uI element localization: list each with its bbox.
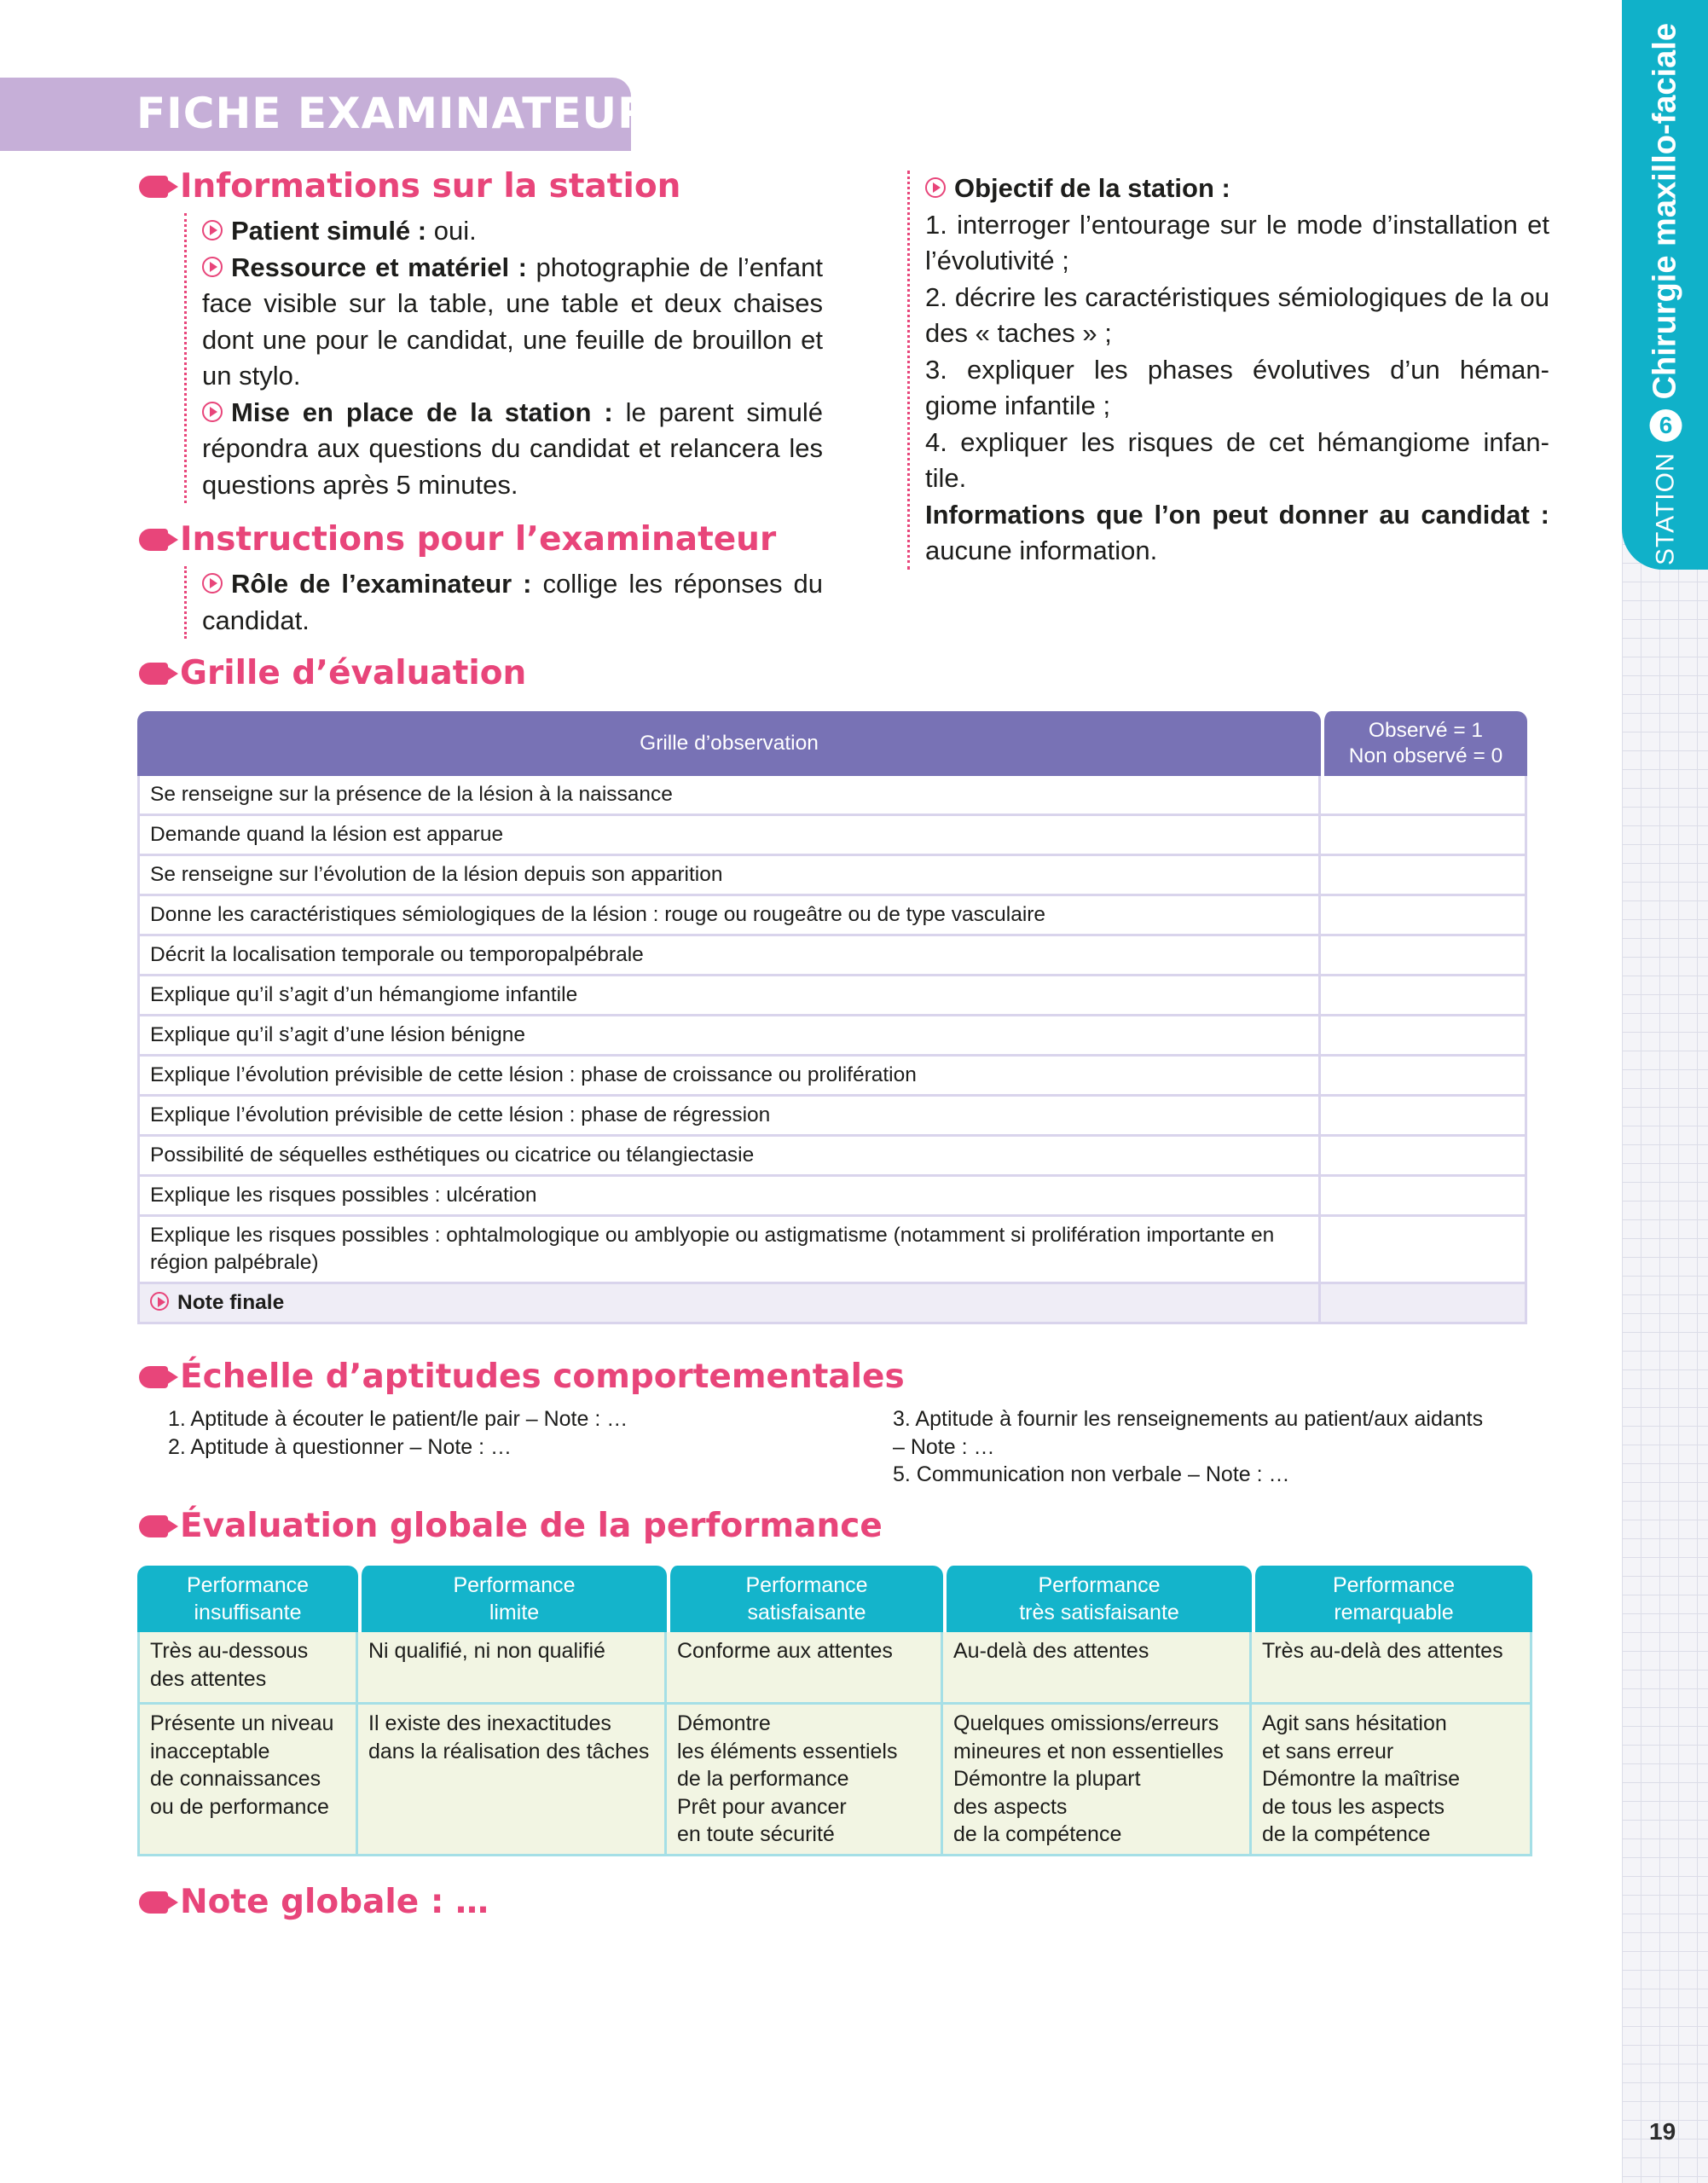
score-col-header <box>1321 711 1527 776</box>
aptitudes-left <box>168 1405 850 1461</box>
description-line: de la performance <box>677 1767 849 1791</box>
performance-col-header <box>358 1566 667 1632</box>
description-line: inacceptable <box>150 1739 270 1763</box>
header-line: Performance <box>745 1573 868 1597</box>
ressource-value: photographie de l’enfant face visible sur la table, une table et deux chaises dont une pour le candidat, une feuille de brouillon et un stylo. <box>202 252 823 391</box>
objectif-item: 3. expliquer les phases évolutives d’un héman- giome infantile ; <box>925 354 1549 420</box>
section-heading: Grille d’évaluation <box>180 654 527 692</box>
table-row <box>137 1016 1527 1057</box>
description-line: Il existe des inexactitudes <box>368 1711 611 1735</box>
score-header-line1: Observé = 1 <box>1368 719 1484 742</box>
criterion-cell: Explique les risques possibles : ophtalmologique ou amblyopie ou astigmatisme (notamment si prolifération importante en région palpébrale) <box>137 1217 1321 1284</box>
score-header-line2: Non observé = 0 <box>1348 744 1503 767</box>
aptitude-item: 3. Aptitude à fournir les renseignements au patient/aux aidants <box>893 1407 1484 1431</box>
section-heading: Informations sur la station <box>180 167 681 206</box>
section-bullet-icon <box>139 1891 168 1914</box>
play-bullet-icon <box>202 220 223 240</box>
description-line: de la compétence <box>1262 1822 1431 1846</box>
score-cell[interactable] <box>1321 816 1527 856</box>
section-instructions <box>139 520 776 559</box>
description-line: de tous les aspects <box>1262 1794 1445 1819</box>
score-cell[interactable] <box>1321 1016 1527 1057</box>
station-tab-label <box>1622 0 1708 570</box>
section-bullet-icon <box>139 663 168 685</box>
objectif-block <box>907 171 1549 570</box>
description-line: Démontre <box>677 1711 771 1735</box>
aptitude-item: 1. Aptitude à écouter le patient/le pair – Note : … <box>168 1407 628 1431</box>
mise-value: le parent simulé répondra aux questions du candidat et relancera les questions après 5 minutes. <box>202 397 823 500</box>
criterion-cell: Donne les caractéristiques sémiologiques de la lésion : rouge ou rougeâtre ou de type vasculaire <box>137 896 1321 936</box>
criterion-cell: Explique l’évolution prévisible de cette lésion : phase de régression <box>137 1097 1321 1137</box>
instructions-block <box>184 566 823 639</box>
table-row <box>137 936 1527 976</box>
section-heading: Note globale : … <box>180 1883 489 1921</box>
score-cell[interactable] <box>1321 1217 1527 1284</box>
table-row <box>137 976 1527 1016</box>
header-line: remarquable <box>1334 1601 1454 1624</box>
criterion-cell: Explique qu’il s’agit d’une lésion bénigne <box>137 1016 1321 1057</box>
mise-label: Mise en place de la station : <box>231 397 613 427</box>
performance-level-cell: Au-delà des attentes <box>943 1632 1252 1705</box>
station-label: STATION <box>1650 452 1679 565</box>
aptitude-item: 5. Communication non verbale – Note : … <box>893 1462 1290 1486</box>
description-line: les éléments essentiels <box>677 1739 898 1763</box>
description-line: des aspects <box>953 1794 1068 1819</box>
description-line: en toute sécurité <box>677 1822 835 1846</box>
criterion-cell: Se renseigne sur la présence de la lésion à la naissance <box>137 776 1321 816</box>
table-row <box>137 1217 1527 1284</box>
header-line: Performance <box>186 1573 310 1597</box>
role-label: Rôle de l’examinateur : <box>231 569 532 599</box>
score-cell[interactable] <box>1321 1097 1527 1137</box>
section-bullet-icon <box>139 176 168 198</box>
score-cell[interactable] <box>1321 1177 1527 1217</box>
section-grille <box>139 654 526 692</box>
description-line: et sans erreur <box>1262 1739 1394 1763</box>
description-line: Prêt pour avancer <box>677 1794 847 1819</box>
score-cell[interactable] <box>1321 896 1527 936</box>
section-info-station <box>139 167 680 206</box>
header-line: insuffisante <box>194 1601 302 1624</box>
table-row <box>137 856 1527 896</box>
performance-description-cell <box>137 1705 358 1856</box>
section-heading: Évaluation globale de la performance <box>180 1507 883 1545</box>
description-line: Démontre la maîtrise <box>1262 1767 1461 1791</box>
description-line: mineures et non essentielles <box>953 1739 1224 1763</box>
play-bullet-icon <box>150 1292 169 1311</box>
header-line: Performance <box>1332 1573 1456 1597</box>
table-row <box>137 1137 1527 1177</box>
page-title: FICHE EXAMINATEUR <box>136 89 651 138</box>
header-line: limite <box>489 1601 540 1624</box>
info-candidat-value: aucune information. <box>925 536 1158 565</box>
performance-level-cell: Ni qualifié, ni non qualifié <box>358 1632 667 1705</box>
section-bullet-icon <box>139 1515 168 1537</box>
section-heading: Échelle d’aptitudes comportementales <box>180 1358 905 1396</box>
score-cell[interactable] <box>1321 776 1527 816</box>
performance-col-header <box>943 1566 1252 1632</box>
observation-col-header: Grille d’observation <box>137 711 1321 776</box>
objectif-item: 4. expliquer les risques de cet hémangiome infan- tile. <box>925 426 1549 493</box>
objectif-label: Objectif de la station : <box>954 173 1230 203</box>
header-line: Performance <box>1038 1573 1161 1597</box>
section-performance <box>139 1507 883 1545</box>
description-line: de la compétence <box>953 1822 1122 1846</box>
section-note-globale <box>139 1883 489 1921</box>
score-cell[interactable] <box>1321 936 1527 976</box>
table-row <box>137 816 1527 856</box>
ressource-label: Ressource et matériel : <box>231 252 527 282</box>
score-cell[interactable] <box>1321 1057 1527 1097</box>
play-bullet-icon <box>925 177 946 198</box>
note-finale-label: Note finale <box>177 1291 285 1314</box>
header-line: très satisfaisante <box>1019 1601 1179 1624</box>
performance-col-header <box>1252 1566 1532 1632</box>
play-bullet-icon <box>202 257 223 277</box>
station-number: 6 <box>1649 409 1682 442</box>
role-value: collige les réponses du candidat. <box>202 569 823 635</box>
observation-table <box>137 711 1527 1324</box>
criterion-cell: Explique qu’il s’agit d’un hémangiome infantile <box>137 976 1321 1016</box>
criterion-cell: Demande quand la lésion est apparue <box>137 816 1321 856</box>
aptitude-item: – Note : … <box>893 1434 995 1459</box>
score-cell[interactable] <box>1321 856 1527 896</box>
play-bullet-icon <box>202 402 223 422</box>
play-bullet-icon <box>202 573 223 594</box>
description-line: Agit sans hésitation <box>1262 1711 1447 1735</box>
description-line: de connaissances <box>150 1767 321 1791</box>
criterion-cell: Explique l’évolution prévisible de cette lésion : phase de croissance ou prolifération <box>137 1057 1321 1097</box>
table-row <box>137 776 1527 816</box>
table-row <box>137 1177 1527 1217</box>
performance-description-cell <box>667 1705 943 1856</box>
final-label-cell <box>137 1284 1321 1324</box>
section-aptitudes <box>139 1358 905 1396</box>
performance-level-cell: Très au-dessous des attentes <box>137 1632 358 1705</box>
criterion-cell: Possibilité de séquelles esthétiques ou cicatrice ou télangiectasie <box>137 1137 1321 1177</box>
description-line: Présente un niveau <box>150 1711 334 1735</box>
description-line: ou de performance <box>150 1794 329 1819</box>
patient-label: Patient simulé : <box>231 216 427 246</box>
table-row <box>137 1057 1527 1097</box>
score-cell[interactable] <box>1321 1137 1527 1177</box>
performance-description-cell <box>1252 1705 1532 1856</box>
aptitudes-right <box>893 1405 1541 1489</box>
patient-value: oui. <box>426 216 477 246</box>
performance-table <box>137 1566 1532 1856</box>
criterion-cell: Décrit la localisation temporale ou temporopalpébrale <box>137 936 1321 976</box>
table-row <box>137 896 1527 936</box>
performance-level-cell: Conforme aux attentes <box>667 1632 943 1705</box>
final-score-cell[interactable] <box>1321 1284 1527 1324</box>
aptitude-item: 2. Aptitude à questionner – Note : … <box>168 1434 512 1459</box>
criterion-cell: Explique les risques possibles : ulcération <box>137 1177 1321 1217</box>
performance-col-header <box>667 1566 943 1632</box>
performance-level-cell: Très au-delà des attentes <box>1252 1632 1532 1705</box>
info-candidat-label: Informations que l’on peut donner au candidat : <box>925 499 1549 530</box>
performance-description-cell <box>358 1705 667 1856</box>
score-cell[interactable] <box>1321 976 1527 1016</box>
header-line: Performance <box>453 1573 576 1597</box>
performance-description-cell <box>943 1705 1252 1856</box>
performance-col-header <box>137 1566 358 1632</box>
final-row <box>137 1284 1527 1324</box>
objectif-item: 1. interroger l’entourage sur le mode d’installation et l’évolutivité ; <box>925 209 1549 275</box>
chapter-title: Chirurgie maxillo-faciale <box>1647 23 1682 400</box>
header-line: satisfaisante <box>747 1601 866 1624</box>
section-bullet-icon <box>139 1366 168 1388</box>
section-heading: Instructions pour l’examinateur <box>180 520 777 559</box>
description-line: Démontre la plupart <box>953 1767 1141 1791</box>
description-line: dans la réalisation des tâches <box>368 1739 650 1763</box>
criterion-cell: Se renseigne sur l’évolution de la lésion depuis son apparition <box>137 856 1321 896</box>
description-line: Quelques omissions/erreurs <box>953 1711 1219 1735</box>
table-row <box>137 1097 1527 1137</box>
objectif-item: 2. décrire les caractéristiques sémiologiques de la ou des « taches » ; <box>925 281 1549 348</box>
info-station-block <box>184 213 823 503</box>
section-bullet-icon <box>139 529 168 551</box>
page-number: 19 <box>1649 2118 1676 2145</box>
